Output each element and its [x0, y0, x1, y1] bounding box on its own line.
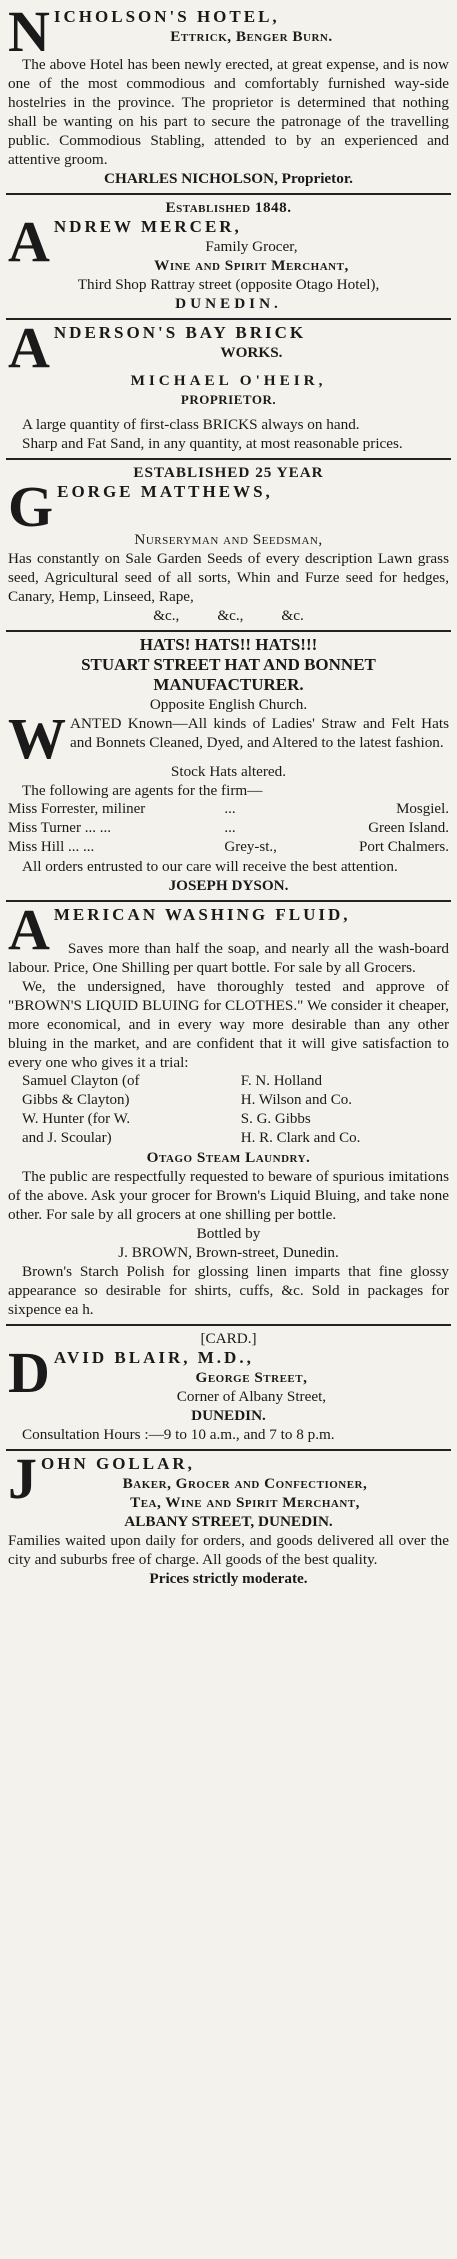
dropcap: J	[8, 1446, 37, 1511]
testimonial-names	[8, 1072, 449, 1148]
ad-card-label: [CARD.]	[200, 1330, 257, 1347]
names-row	[8, 1129, 449, 1148]
ad-title: NDERSON'S BAY BRICK	[53, 323, 307, 342]
ad-body: ANTED Known—All kinds of Ladies' Straw and Felt Hats and Bonnets Cleaned, Dyed, and Altered to the latest fashion.	[70, 715, 449, 751]
ad-body: Saves more than half the soap, and nearly all the wash-board labour. Price, One Shilling per quart bottle. For sale by all Grocers.	[8, 940, 449, 976]
ad-heading: MANUFACTURER.	[153, 675, 304, 694]
dropcap: A	[8, 315, 50, 380]
ad-line: Family Grocer,	[205, 238, 298, 255]
dropcap: W	[8, 706, 66, 771]
ad-title: MERICAN WASHING FLUID,	[53, 905, 351, 924]
dropcap: D	[8, 1340, 50, 1405]
ad-title: AVID BLAIR, M.D.,	[53, 1348, 254, 1367]
ad-body: We, the undersigned, have thoroughly tested and approve of "BROWN'S LIQUID BLUING for CLOTHES." We consider it cheaper, more economical, and in every way more desirable than any other bluing in the market, and are confident that it will give satisfaction to every one who gives it a trial:	[8, 978, 449, 1071]
advertisement-column	[6, 0, 451, 1593]
ad-prices: Prices strictly moderate.	[149, 1570, 308, 1587]
ad-nicholsons-hotel	[6, 0, 451, 195]
ad-line: Baker, Grocer and Confectioner,	[122, 1475, 368, 1492]
name-right: H. Wilson and Co.	[240, 1092, 352, 1108]
dropcap: G	[8, 474, 54, 539]
ad-established: ESTABLISHED 25 YEAR	[133, 464, 324, 481]
ad-bottled: Bottled by	[196, 1225, 261, 1242]
ad-line: Wine and Spirit Merchant,	[154, 257, 349, 274]
ad-role: Nurseryman and Seedsman,	[134, 531, 323, 548]
ad-david-blair	[6, 1326, 451, 1451]
dropcap: A	[8, 209, 50, 274]
name-left: Samuel Clayton (of	[22, 1073, 140, 1089]
ad-location: Opposite English Church.	[149, 696, 308, 713]
ad-body: The public are respectfully requested to beware of spurious imitations of the above. Ask your grocer for Brown's Liquid Bluing, and take none other. For sale by all grocers at one shilling per bottle.	[8, 1168, 449, 1223]
agent-row	[8, 819, 449, 838]
name-right: S. G. Gibbs	[240, 1111, 311, 1127]
ad-city: DUNEDIN.	[175, 295, 282, 312]
ad-corner: Corner of Albany Street,	[176, 1388, 327, 1405]
ad-location: Ettrick, Benger Burn.	[170, 28, 333, 45]
ad-body: Sharp and Fat Sand, in any quantity, at most reasonable prices.	[22, 435, 403, 452]
ad-heading: STUART STREET HAT AND BONNET	[81, 655, 376, 674]
agent-place: Port Chalmers.	[359, 839, 449, 855]
ad-role: PROPRIETOR.	[180, 392, 277, 407]
ad-title: ICHOLSON'S HOTEL,	[53, 7, 280, 26]
ad-signature: CHARLES NICHOLSON, Proprietor.	[104, 170, 353, 187]
ad-line: Tea, Wine and Spirit Merchant,	[130, 1494, 360, 1511]
ad-body: The above Hotel has been newly erected, at great expense, and is now one of the most commodious and comfortably furnished way-side hostelries in the province. The proprietor is determined that nothing shall be wanting on his part to secure the patronage of the travelling public. Commodious Stabling, attended to by an experienced and attentive groom.	[8, 56, 449, 168]
agent-place: Green Island.	[368, 820, 449, 836]
agent-name: Miss Forrester, miliner	[8, 801, 146, 817]
agent-dots: ...	[224, 801, 236, 817]
name-left: Gibbs & Clayton)	[22, 1092, 130, 1108]
ad-street: George Street,	[195, 1369, 308, 1386]
ad-body: Families waited upon daily for orders, and goods delivered all over the city and suburbs free of charge. All goods of the best quality.	[8, 1532, 449, 1568]
ad-body: Brown's Starch Polish for glossing linen imparts that fine glossy appearance so desirable for shirts, cuffs, &c. Sold in packages for sixpence ea h.	[8, 1263, 449, 1318]
ad-laundry: Otago Steam Laundry.	[146, 1149, 311, 1166]
agent-name: Miss Turner ... ...	[8, 820, 111, 836]
agent-dots: ...	[224, 820, 236, 836]
ad-street: ALBANY STREET, DUNEDIN.	[124, 1513, 333, 1530]
ad-established: Established 1848.	[165, 199, 292, 216]
ad-signature: JOSEPH DYSON.	[168, 877, 289, 894]
ad-bottler: J. BROWN, Brown-street, Dunedin.	[118, 1244, 339, 1261]
ad-andrew-mercer	[6, 195, 451, 320]
ad-title-line2: WORKS.	[220, 344, 283, 361]
dropcap: A	[8, 897, 50, 962]
agent-row	[8, 800, 449, 819]
ad-stuart-street-hats	[6, 632, 451, 902]
ad-george-matthews	[6, 460, 451, 632]
ad-hours: Consultation Hours :—9 to 10 a.m., and 7 to 8 p.m.	[22, 1426, 335, 1443]
agent-place: Mosgiel.	[396, 801, 449, 817]
ad-title: OHN GOLLAR,	[41, 1454, 195, 1473]
ad-etc: &c., &c., &c.	[153, 607, 304, 624]
ad-agents-intro: The following are agents for the firm—	[22, 782, 263, 799]
name-left: and J. Scoular)	[22, 1130, 112, 1146]
agent-row	[8, 838, 449, 857]
agents-table	[8, 800, 449, 857]
ad-american-washing-fluid	[6, 897, 451, 1326]
ad-city: DUNEDIN.	[191, 1407, 266, 1424]
names-row	[8, 1110, 449, 1129]
agent-name: Miss Hill ... ...	[8, 839, 95, 855]
names-row	[8, 1072, 449, 1091]
name-right: F. N. Holland	[240, 1073, 323, 1089]
name-right: H. R. Clark and Co.	[240, 1130, 361, 1146]
name-left: W. Hunter (for W.	[22, 1111, 131, 1127]
ad-address: Third Shop Rattray street (opposite Otago Hotel),	[77, 276, 380, 293]
ad-john-gollar	[6, 1446, 451, 1593]
ad-closing: All orders entrusted to our care will receive the best attention.	[22, 858, 398, 875]
ad-body: Has constantly on Sale Garden Seeds of every description Lawn grass seed, Agricultural seed of all sorts, Whin and Furze seed for hedges, Canary, Hemp, Linseed, Rape,	[8, 550, 449, 605]
ad-note: Stock Hats altered.	[170, 763, 287, 780]
names-row	[8, 1091, 449, 1110]
ad-andersons-bay-brick-works	[6, 315, 451, 460]
agent-dots: Grey-st.,	[224, 839, 277, 855]
ad-body: A large quantity of first-class BRICKS always on hand.	[22, 416, 360, 433]
ad-heading: HATS! HATS!! HATS!!!	[139, 635, 318, 654]
ad-title: NDREW MERCER,	[53, 217, 242, 236]
ad-title: EORGE MATTHEWS,	[57, 482, 273, 501]
dropcap: N	[8, 0, 50, 64]
ad-owner: MICHAEL O'HEIR,	[130, 372, 327, 389]
